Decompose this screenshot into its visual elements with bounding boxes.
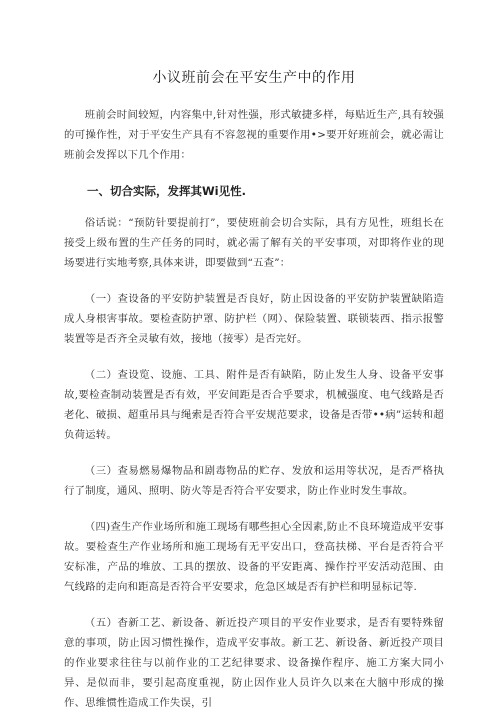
- check-item-5: （五）杳新工艺、新设备、新近投产项目的平安作业要求，是否有要特殊留意的事项，防止因习惯性操作，造成平安事故。新工艺、新设备、新近投产项目的作业要求往往与以前作业的工艺纪律要求、设备操作程序、施工方案大同小异、是似而非，要引起高度重视，防止因作业人员许久以来在大脑中形成的操作、思维惯性造成工作失误，引: [64, 617, 444, 709]
- check-item-4: （四)查生产作业场所和施工现场有哪些担心全因素,防止不良环境造成平安事故。要检查生产作业场所和施工现场有无平安出口，登高扶梯、平台是否符合平安标准，产品的堆放、工具的摆放、设备的平安距离、操作拧平安活动范围、由气线路的走向和距高是否符合平安要求，危急区域是否有护栏和明显标记等.: [64, 521, 444, 593]
- section-heading: 一、切合实际，发挥其Wi见性.: [87, 184, 246, 198]
- check-item-3: （三）查易燃易爆物品和剧毒物品的贮存、发放和运用等状况，是否严格执行了制度，通风、照明、防火等是否符合平安要求，防止作业时发生事故。: [64, 465, 444, 497]
- document-title: 小议班前会在平安生产中的作用: [152, 70, 356, 86]
- check-item-2: （二）查设览、设施、工具、附件是否有缺陷，防止发生人身、设备平安事故,要检查制动装置是否有效，平安间距是否合乎要求，机械强度、电气线路是否老化、破损、超重吊具与绳索是否符合平安规范要求，设备是否带••病”运转和超负荷运转。: [64, 369, 444, 441]
- check-item-1: （一）查设备的平安防护装置是否良好，防止因设备的平安防护装置缺陷造成人身根害事故。要检查防护罩、防护栏（网）、保险装置、联锁装西、指示报警装置等是否齐全灵敏有效，接地（接零）是否完好。: [64, 293, 444, 345]
- intro-paragraph: 班前会时间较短，内容集中,针对性强，形式敏捷多样，每贴近生产,具有较强的可操作性，对于平安生产具有不容忽视的重要作用•>要开好班前会，就必需让班前会发挥以下几个作用：: [64, 109, 444, 161]
- section-lead-paragraph: 俗话说：“预防针要提前打”，要使班前会切合实际，具有方见性，班组长在接受上级布置的生产任务的同时，就必需了解有关的平安事项，对即将作业的现场要进行实地考察,具体来讲，即要做到“五查”：: [64, 217, 444, 269]
